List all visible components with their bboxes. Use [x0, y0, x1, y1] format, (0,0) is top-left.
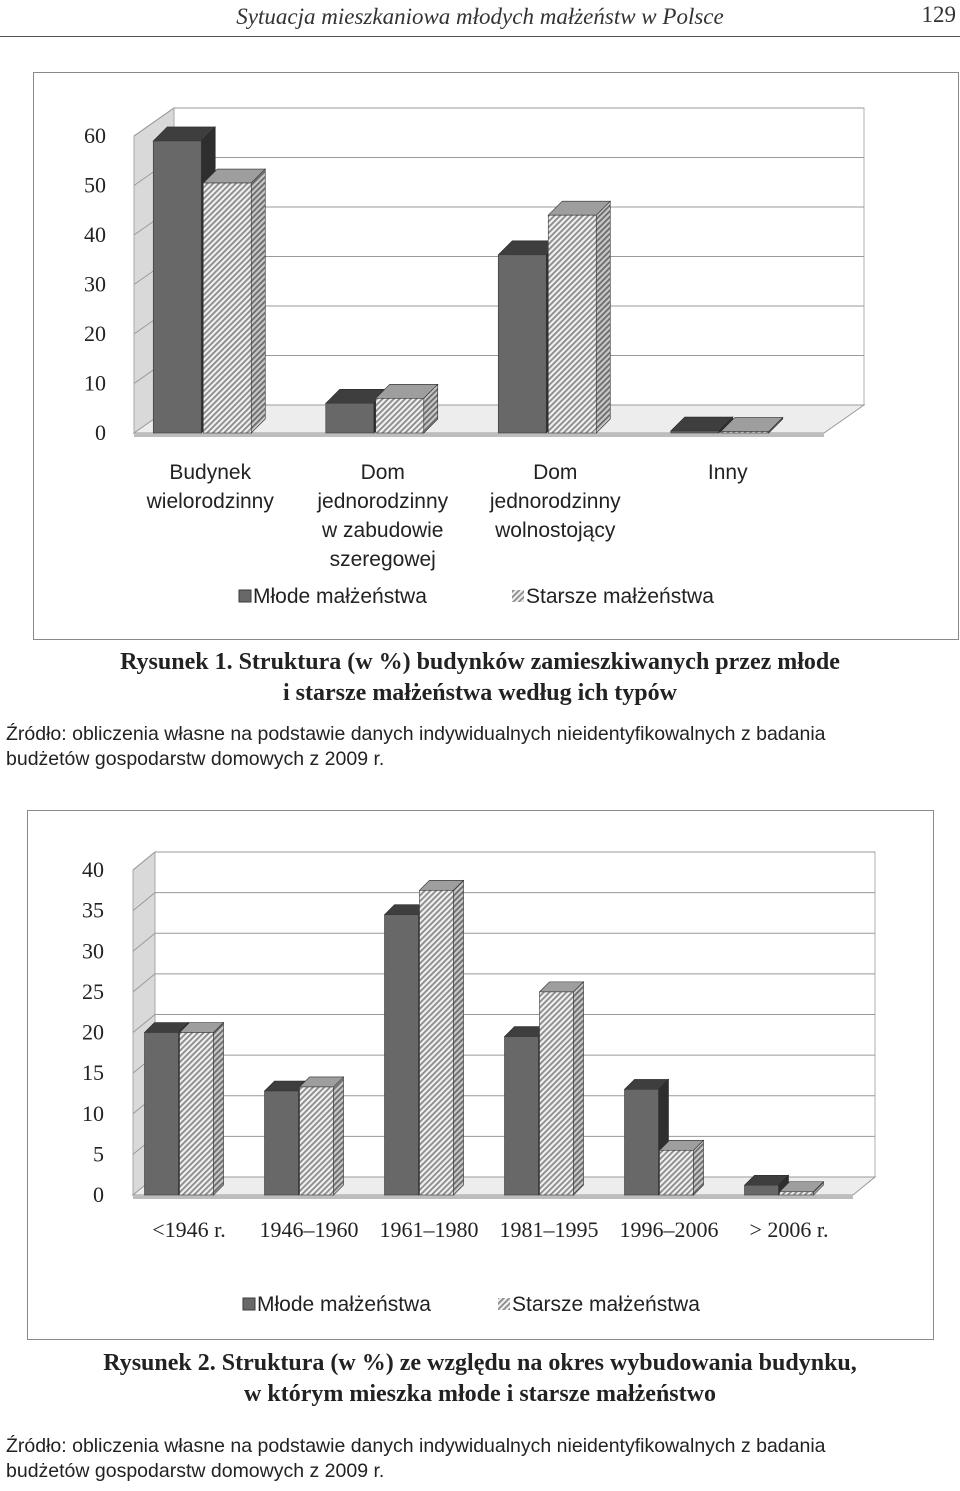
y-tick-label: 60: [84, 123, 106, 148]
y-tick-label: 25: [82, 978, 104, 1004]
bar-older-3: [540, 982, 584, 1195]
floor-edge: [134, 433, 824, 437]
figure-1-caption: [0, 647, 960, 709]
x-category-label: 1946–1960: [259, 1217, 359, 1242]
figure-1-caption-line-2: i starsze małżeństwa według ich typów: [283, 680, 677, 706]
y-tick-label: 50: [84, 172, 106, 198]
bar-older-2: [420, 880, 464, 1195]
bar-front: [420, 890, 454, 1195]
bar-side: [574, 982, 584, 1195]
bar-front: [540, 992, 574, 1195]
x-category-label: wielorodzinny: [146, 490, 274, 513]
bar-front: [548, 215, 596, 433]
x-category-label: Dom: [533, 461, 578, 484]
bar-side: [251, 169, 265, 433]
x-category-label: Dom: [360, 461, 405, 484]
y-tick-label: 20: [82, 1019, 104, 1045]
floor-edge: [133, 1195, 853, 1199]
figure-2-source-line-1: [6, 1434, 956, 1459]
x-category-label: w zabudowie: [322, 519, 444, 542]
bar-older-2: [548, 201, 610, 433]
bar-front: [385, 915, 419, 1195]
x-category-label: 1996–2006: [619, 1217, 719, 1242]
bar-front: [671, 431, 719, 433]
y-tick-label: 30: [82, 938, 104, 964]
figure-2-source-line-2: budżetów gospodarstw domowych z 2009 r.: [6, 1460, 385, 1482]
legend-label: Młode małżeństwa: [257, 1293, 431, 1316]
bar-front: [153, 141, 201, 433]
bar-front: [780, 1192, 814, 1195]
legend-label: Młode małżeństwa: [253, 585, 427, 608]
bar-side: [214, 1023, 224, 1196]
y-tick-label: 10: [84, 370, 106, 396]
figure-1-source-text-1: obliczenia własne na podstawie danych indywidualnych nieidentyfikowalnych z badania: [66, 723, 826, 745]
bar-side: [334, 1077, 344, 1195]
bar-older-0: [203, 169, 265, 433]
page-number: 129: [921, 2, 956, 27]
bar-older-4: [660, 1140, 704, 1195]
figure-1-source-label: Źródło:: [6, 723, 67, 745]
bar-front: [300, 1087, 334, 1195]
bar-front: [660, 1150, 694, 1195]
bar-front: [745, 1185, 779, 1195]
x-category-label: 1981–1995: [499, 1217, 599, 1242]
figure-2-source-label: Źródło:: [6, 1435, 67, 1457]
x-category-label: > 2006 r.: [749, 1217, 829, 1242]
bar-side: [454, 880, 464, 1195]
y-tick-label: 40: [82, 857, 104, 882]
bar-front: [498, 255, 546, 433]
x-category-label: 1961–1980: [379, 1217, 479, 1242]
bar-front: [203, 183, 251, 433]
bar-older-1: [376, 384, 438, 433]
figure-1-frame: [33, 72, 959, 640]
bar-front: [625, 1089, 659, 1195]
bar-older-1: [300, 1077, 344, 1195]
figure-2-chart: [28, 811, 933, 1339]
figure-2-source: [6, 1434, 956, 1484]
legend-swatch: [243, 1298, 255, 1310]
figure-1-chart: [34, 73, 958, 639]
x-category-label: Budynek: [169, 461, 252, 484]
x-category-label: jednorodzinny: [489, 490, 621, 513]
figure-1-source-line-1: [6, 722, 956, 747]
figure-2-source-text-1: obliczenia własne na podstawie danych indywidualnych nieidentyfikowalnych z badania: [66, 1435, 826, 1457]
legend-label: Starsze małżeństwa: [526, 585, 714, 608]
legend-swatch: [498, 1298, 510, 1310]
running-head: [0, 0, 960, 37]
bar-front: [721, 432, 769, 433]
y-tick-label: 35: [82, 897, 104, 923]
y-tick-label: 15: [82, 1060, 104, 1086]
x-category-label: jednorodzinny: [317, 490, 449, 513]
bar-front: [376, 398, 424, 433]
figure-1-source: [6, 722, 956, 772]
figure-2-caption-line-1: Rysunek 2. Struktura (w %) ze względu na okres wybudowania budynku,: [103, 1350, 857, 1376]
figure-1-source-line-2: budżetów gospodarstw domowych z 2009 r.: [6, 748, 385, 770]
legend-swatch: [512, 590, 524, 602]
figure-2-frame: [27, 810, 934, 1340]
bar-older-0: [180, 1023, 224, 1196]
x-category-label: Inny: [707, 461, 748, 484]
x-category-label: wolnostojący: [495, 519, 616, 542]
running-title: Sytuacja mieszkaniowa młodych małżeństw w Polsce: [236, 4, 724, 29]
y-tick-label: 10: [82, 1100, 104, 1126]
y-tick-label: 0: [95, 420, 106, 445]
bar-front: [180, 1033, 214, 1196]
bar-front: [265, 1091, 299, 1195]
y-tick-label: 5: [93, 1141, 104, 1167]
x-category-label: szeregowej: [329, 548, 436, 571]
bar-front: [145, 1033, 179, 1196]
legend-label: Starsze małżeństwa: [512, 1293, 700, 1316]
y-tick-label: 30: [84, 271, 106, 297]
y-tick-label: 20: [84, 321, 106, 346]
bar-side: [596, 201, 610, 433]
y-tick-label: 0: [93, 1182, 104, 1207]
bar-front: [505, 1037, 539, 1195]
figure-2-caption: [0, 1348, 960, 1410]
figure-1-caption-line-1: Rysunek 1. Struktura (w %) budynków zamieszkiwanych przez młode: [120, 649, 840, 675]
figure-2-caption-line-2: w którym mieszka młode i starsze małżeństwo: [244, 1381, 716, 1407]
x-category-label: <1946 r.: [152, 1217, 226, 1242]
bar-front: [326, 403, 374, 433]
y-tick-label: 40: [84, 222, 106, 247]
legend-swatch: [239, 590, 251, 602]
